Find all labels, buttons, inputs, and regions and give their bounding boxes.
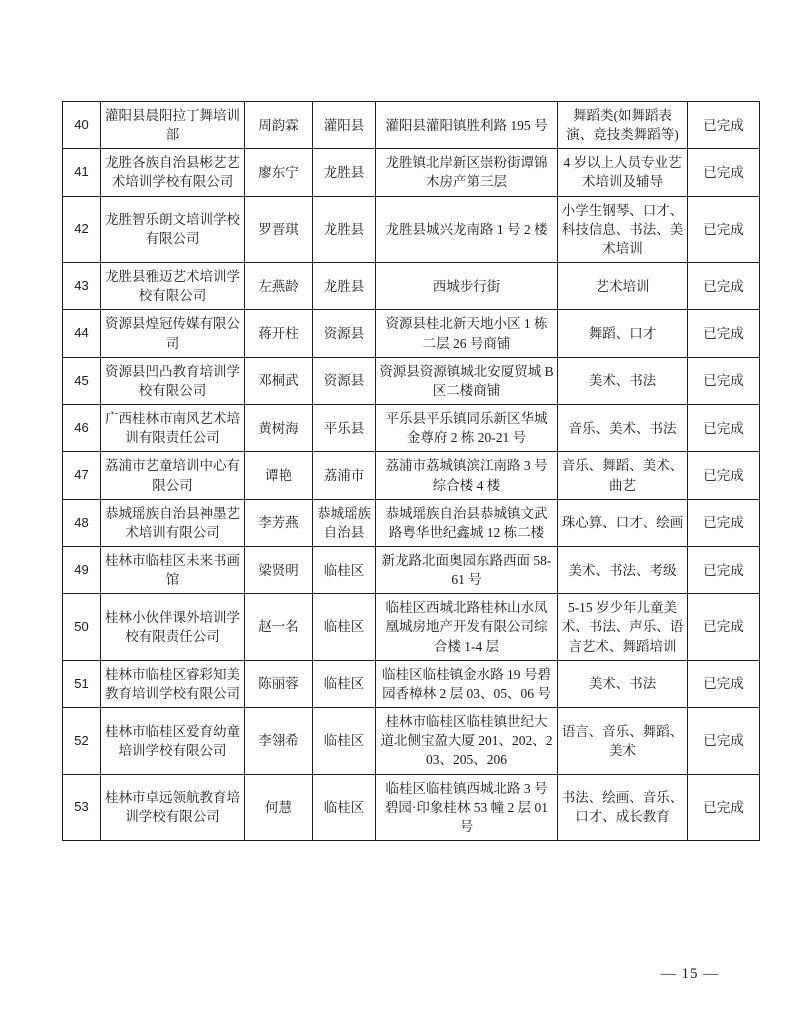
cell-content: 小学生钢琴、口才、科技信息、书法、美术培训 [558, 196, 688, 262]
cell-county: 灌阳县 [313, 102, 376, 149]
cell-status: 已完成 [688, 196, 760, 262]
cell-status: 已完成 [688, 708, 760, 774]
cell-status: 已完成 [688, 149, 760, 196]
cell-status: 已完成 [688, 546, 760, 593]
cell-address: 临桂区临桂镇金水路 19 号碧园香樟林 2 层 03、05、06 号 [376, 660, 558, 707]
cell-address: 荔浦市荔城镇滨江南路 3 号综合楼 4 楼 [376, 452, 558, 499]
cell-person: 陈丽蓉 [245, 660, 313, 707]
cell-status: 已完成 [688, 594, 760, 660]
cell-county: 临桂区 [313, 594, 376, 660]
cell-status: 已完成 [688, 499, 760, 546]
cell-status: 已完成 [688, 102, 760, 149]
cell-content: 美术、书法 [558, 660, 688, 707]
cell-address: 临桂区西城北路桂林山水凤凰城房地产开发有限公司综合楼 1-4 层 [376, 594, 558, 660]
cell-address: 灌阳县灌阳镇胜利路 195 号 [376, 102, 558, 149]
table-row [63, 405, 760, 452]
cell-county: 临桂区 [313, 708, 376, 774]
cell-no: 53 [63, 774, 101, 840]
cell-no: 51 [63, 660, 101, 707]
cell-name: 桂林小伙伴课外培训学校有限责任公司 [101, 594, 245, 660]
cell-person: 左燕龄 [245, 263, 313, 310]
cell-status: 已完成 [688, 774, 760, 840]
table-row [63, 660, 760, 707]
table-row [63, 499, 760, 546]
table-row [63, 452, 760, 499]
cell-no: 42 [63, 196, 101, 262]
cell-person: 赵一名 [245, 594, 313, 660]
cell-address: 新龙路北面奥园东路西面 58-61 号 [376, 546, 558, 593]
cell-status: 已完成 [688, 357, 760, 404]
training-institutions-table [62, 101, 760, 841]
cell-county: 平乐县 [313, 405, 376, 452]
cell-county: 龙胜县 [313, 263, 376, 310]
cell-county: 资源县 [313, 357, 376, 404]
cell-name: 桂林市临桂区睿彩知美教育培训学校有限公司 [101, 660, 245, 707]
cell-content: 舞蹈、口才 [558, 310, 688, 357]
cell-content: 4 岁以上人员专业艺术培训及辅导 [558, 149, 688, 196]
cell-content: 音乐、美术、书法 [558, 405, 688, 452]
cell-person: 李翎希 [245, 708, 313, 774]
table-row [63, 594, 760, 660]
cell-name: 龙胜各族自治县彬艺艺术培训学校有限公司 [101, 149, 245, 196]
cell-name: 桂林市临桂区未来书画馆 [101, 546, 245, 593]
cell-address: 资源县桂北新天地小区 1 栋二层 26 号商铺 [376, 310, 558, 357]
table-row [63, 196, 760, 262]
cell-no: 41 [63, 149, 101, 196]
cell-person: 廖东宁 [245, 149, 313, 196]
table-row [63, 357, 760, 404]
cell-name: 龙胜智乐朗文培训学校有限公司 [101, 196, 245, 262]
cell-person: 罗晋琪 [245, 196, 313, 262]
cell-address: 临桂区临桂镇西城北路 3 号碧园·印象桂林 53 幢 2 层 01 号 [376, 774, 558, 840]
cell-status: 已完成 [688, 263, 760, 310]
cell-address: 西城步行街 [376, 263, 558, 310]
cell-county: 临桂区 [313, 660, 376, 707]
cell-person: 周韵霖 [245, 102, 313, 149]
cell-county: 临桂区 [313, 546, 376, 593]
table-row [63, 708, 760, 774]
cell-name: 荔浦市艺童培训中心有限公司 [101, 452, 245, 499]
cell-address: 资源县资源镇城北安厦贸城 B 区二楼商铺 [376, 357, 558, 404]
cell-name: 恭城瑶族自治县神墨艺术培训有限公司 [101, 499, 245, 546]
table-row [63, 102, 760, 149]
cell-name: 龙胜县雅迈艺术培训学校有限公司 [101, 263, 245, 310]
cell-name: 桂林市卓远领航教育培训学校有限公司 [101, 774, 245, 840]
cell-name: 资源县凹凸教育培训学校有限公司 [101, 357, 245, 404]
cell-no: 49 [63, 546, 101, 593]
cell-name: 资源县煌冠传媒有限公司 [101, 310, 245, 357]
cell-address: 龙胜县城兴龙南路 1 号 2 楼 [376, 196, 558, 262]
cell-no: 50 [63, 594, 101, 660]
cell-person: 何慧 [245, 774, 313, 840]
cell-county: 临桂区 [313, 774, 376, 840]
cell-person: 邓桐武 [245, 357, 313, 404]
cell-address: 桂林市临桂区临桂镇世纪大道北侧宝盈大厦 201、202、203、205、206 [376, 708, 558, 774]
cell-no: 45 [63, 357, 101, 404]
cell-person: 谭艳 [245, 452, 313, 499]
cell-content: 舞蹈类(如舞蹈表演、竞技类舞蹈等) [558, 102, 688, 149]
cell-name: 桂林市临桂区爱育幼童培训学校有限公司 [101, 708, 245, 774]
cell-content: 书法、绘画、音乐、口才、成长教育 [558, 774, 688, 840]
cell-person: 梁贤明 [245, 546, 313, 593]
cell-content: 语言、音乐、舞蹈、美术 [558, 708, 688, 774]
cell-no: 46 [63, 405, 101, 452]
cell-address: 平乐县平乐镇同乐新区华城金尊府 2 栋 20-21 号 [376, 405, 558, 452]
cell-person: 黄树海 [245, 405, 313, 452]
cell-status: 已完成 [688, 660, 760, 707]
cell-content: 珠心算、口才、绘画 [558, 499, 688, 546]
cell-content: 美术、书法、考级 [558, 546, 688, 593]
cell-county: 恭城瑶族自治县 [313, 499, 376, 546]
cell-no: 47 [63, 452, 101, 499]
cell-county: 龙胜县 [313, 149, 376, 196]
cell-no: 52 [63, 708, 101, 774]
cell-person: 李芳燕 [245, 499, 313, 546]
cell-status: 已完成 [688, 310, 760, 357]
cell-address: 龙胜镇北岸新区崇粉街谭锦木房产第三层 [376, 149, 558, 196]
cell-person: 蒋开柱 [245, 310, 313, 357]
table-row [63, 774, 760, 840]
cell-county: 荔浦市 [313, 452, 376, 499]
table-row [63, 149, 760, 196]
cell-content: 艺术培训 [558, 263, 688, 310]
table-row [63, 310, 760, 357]
cell-status: 已完成 [688, 452, 760, 499]
cell-status: 已完成 [688, 405, 760, 452]
cell-county: 龙胜县 [313, 196, 376, 262]
cell-no: 43 [63, 263, 101, 310]
cell-content: 5-15 岁少年儿童美术、书法、声乐、语言艺术、舞蹈培训 [558, 594, 688, 660]
table-row [63, 546, 760, 593]
cell-name: 灌阳县晨阳拉丁舞培训部 [101, 102, 245, 149]
cell-content: 美术、书法 [558, 357, 688, 404]
cell-name: 广西桂林市南风艺术培训有限责任公司 [101, 405, 245, 452]
page-number: — 15 — [660, 966, 720, 982]
cell-no: 48 [63, 499, 101, 546]
cell-county: 资源县 [313, 310, 376, 357]
cell-address: 恭城瑶族自治县恭城镇文武路粤华世纪鑫城 12 栋二楼 [376, 499, 558, 546]
table-row [63, 263, 760, 310]
cell-no: 40 [63, 102, 101, 149]
table-body [63, 102, 760, 841]
cell-content: 音乐、舞蹈、美术、曲艺 [558, 452, 688, 499]
cell-no: 44 [63, 310, 101, 357]
